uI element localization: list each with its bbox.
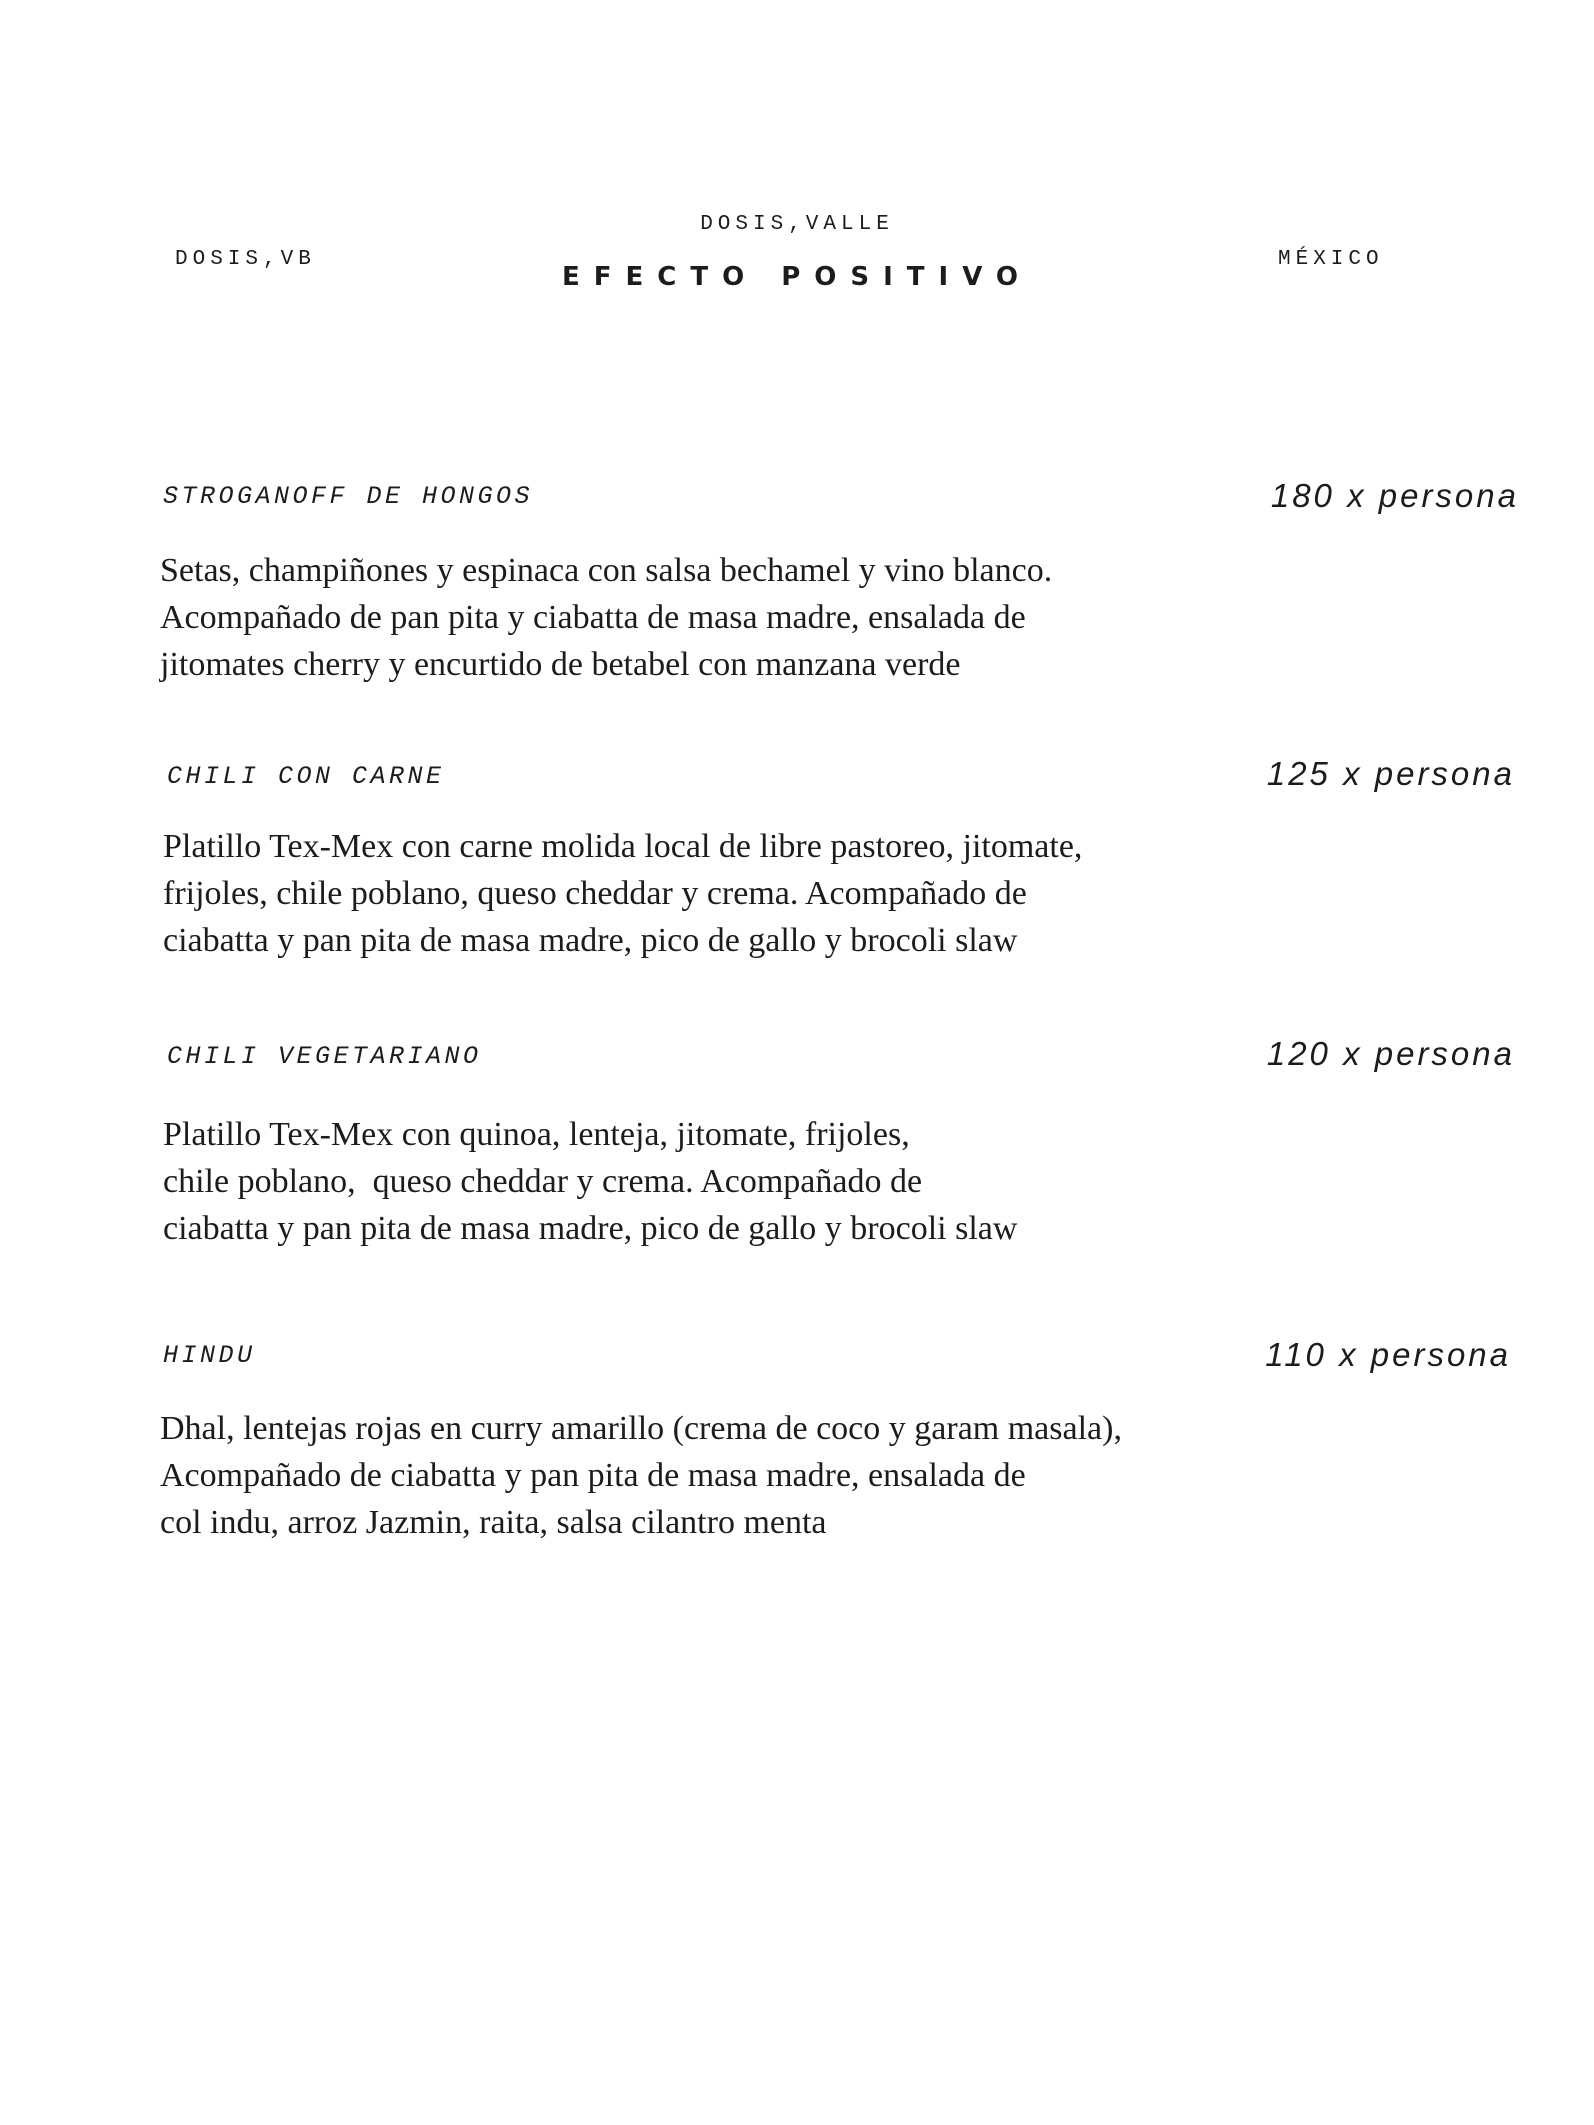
header-country-label: MÉXICO — [1278, 248, 1384, 271]
description-line: Platillo Tex-Mex con quinoa, lenteja, jitomate, frijoles, — [163, 1116, 910, 1153]
description-line: jitomates cherry y encurtido de betabel con manzana verde — [160, 646, 961, 683]
menu-item-description — [160, 1405, 1310, 1546]
description-line: ciabatta y pan pita de masa madre, pico de gallo y brocoli slaw — [163, 922, 1018, 959]
description-line: Acompañado de pan pita y ciabatta de masa madre, ensalada de — [160, 599, 1026, 636]
menu-item-description — [160, 547, 1310, 688]
menu-item-name: CHILI CON CARNE — [167, 762, 445, 791]
page-title: EFECTO POSITIVO — [562, 262, 1032, 292]
menu-item-description — [163, 1111, 1313, 1252]
description-line: col indu, arroz Jazmin, raita, salsa cilantro menta — [160, 1504, 827, 1541]
description-line: frijoles, chile poblano, queso cheddar y crema. Acompañado de — [163, 875, 1027, 912]
menu-item-name: STROGANOFF DE HONGOS — [163, 482, 534, 511]
menu-item-price: 110 x persona — [1265, 1336, 1511, 1373]
menu-item-name: HINDU — [163, 1341, 256, 1370]
menu-item-price: 125 x persona — [1266, 755, 1515, 792]
menu-item-price: 120 x persona — [1266, 1035, 1515, 1072]
description-line: chile poblano, queso cheddar y crema. Acompañado de — [163, 1163, 923, 1200]
menu-item-name: CHILI VEGETARIANO — [167, 1042, 482, 1071]
header-location-label: DOSIS,VALLE — [700, 213, 894, 236]
menu-item-description — [163, 823, 1313, 964]
description-line: Setas, champiñones y espinaca con salsa bechamel y vino blanco. — [160, 552, 1053, 589]
description-line: Acompañado de ciabatta y pan pita de masa madre, ensalada de — [160, 1457, 1026, 1494]
header-left-label: DOSIS,VB — [175, 248, 316, 271]
description-line: Dhal, lentejas rojas en curry amarillo (crema de coco y garam masala), — [160, 1410, 1122, 1447]
description-line: ciabatta y pan pita de masa madre, pico de gallo y brocoli slaw — [163, 1210, 1018, 1247]
menu-item-price: 180 x persona — [1270, 477, 1519, 514]
description-line: Platillo Tex-Mex con carne molida local de libre pastoreo, jitomate, — [163, 828, 1083, 865]
